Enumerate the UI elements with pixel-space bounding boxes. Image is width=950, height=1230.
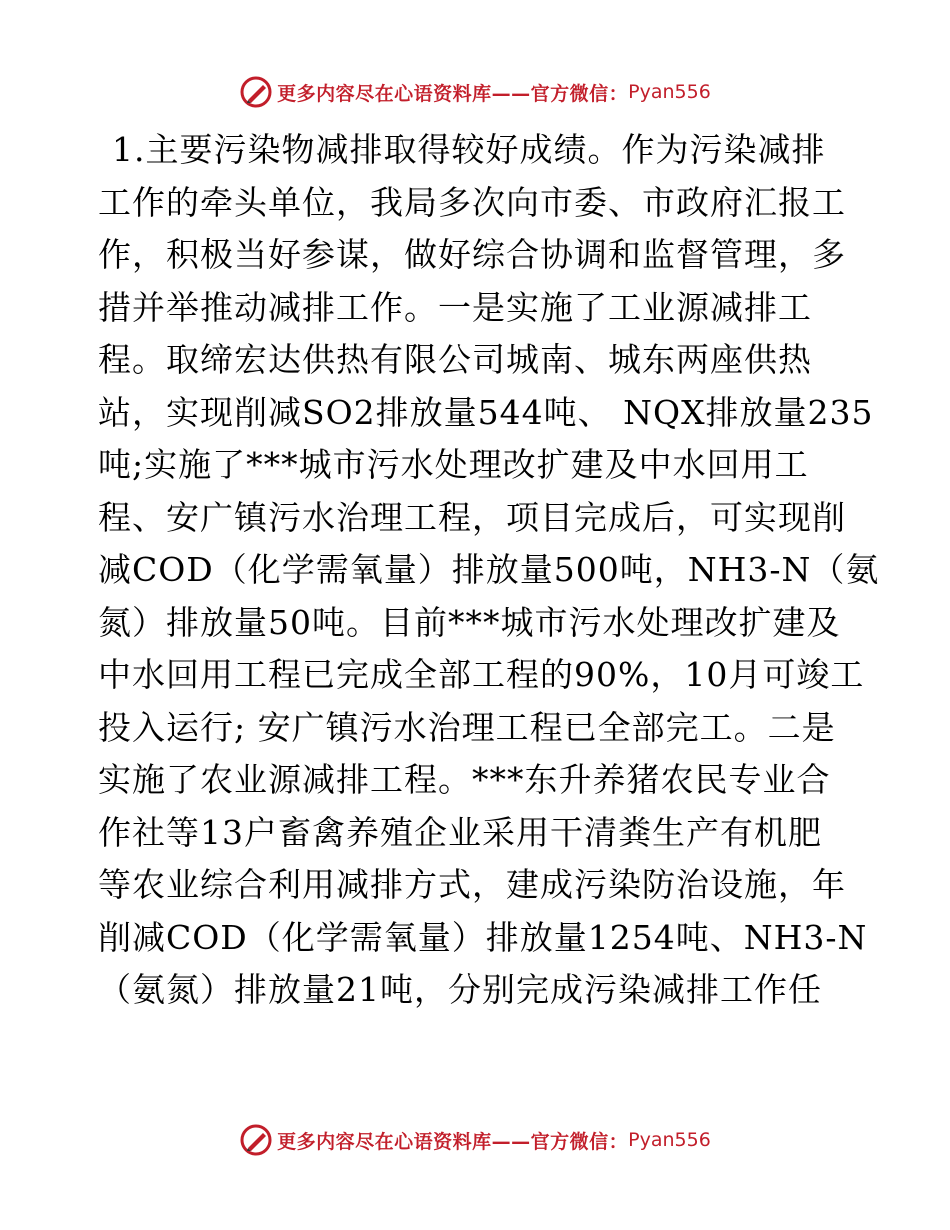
footer-banner <box>0 1120 950 1160</box>
header-contact: Pyan556 <box>628 81 711 103</box>
text-line: 作，积极当好参谋，做好综合协调和监督管理，多 <box>98 235 846 274</box>
text-line: 1.主要污染物减排取得较好成绩。作为污染减排 <box>112 130 826 169</box>
text-line: （氨氮）排放量21吨，分别完成污染减排工作任 <box>98 970 822 1009</box>
header-text: 更多内容尽在心语资料库——官方微信： <box>277 82 629 105</box>
text-line: 站，实现削减SO2排放量544吨、 NQX排放量235 <box>98 392 874 432</box>
text-line: 中水回用工程已完成全部工程的90%，10月可竣工 <box>98 655 865 694</box>
footer-contact: Pyan556 <box>628 1129 711 1151</box>
header-banner <box>0 72 950 112</box>
text-line: 作社等13户畜禽养殖企业采用干清粪生产有机肥 <box>98 812 822 852</box>
footer-text: 更多内容尽在心语资料库——官方微信： <box>277 1130 629 1153</box>
text-line: 程、安广镇污水治理工程，项目完成后，可实现削 <box>98 497 846 537</box>
text-line: 措并举推动减排工作。一是实施了工业源减排工 <box>98 287 812 327</box>
pen-circle-logo-icon <box>239 1123 273 1157</box>
text-line: 实施了农业源减排工程。***东升养猪农民专业合 <box>98 760 831 799</box>
text-line: 氮）排放量50吨。目前***城市污水处理改扩建及 <box>98 602 841 642</box>
pen-circle-logo-icon <box>239 75 273 109</box>
text-line: 等农业综合利用减排方式，建成污染防治设施，年 <box>98 865 846 904</box>
text-line: 减COD（化学需氧量）排放量500吨，NH3-N（氨 <box>98 550 880 589</box>
text-line: 投入运行; 安广镇污水治理工程已全部完工。二是 <box>98 707 836 747</box>
text-line: 工作的牵头单位，我局多次向市委、市政府汇报工 <box>98 182 846 222</box>
text-line: 削减COD（化学需氧量）排放量1254吨、NH3-N <box>98 917 868 957</box>
document-body <box>98 124 880 1017</box>
text-line: 吨;实施了***城市污水处理改扩建及中水回用工 <box>98 445 809 484</box>
text-line: 程。取缔宏达供热有限公司城南、城东两座供热 <box>98 340 812 379</box>
